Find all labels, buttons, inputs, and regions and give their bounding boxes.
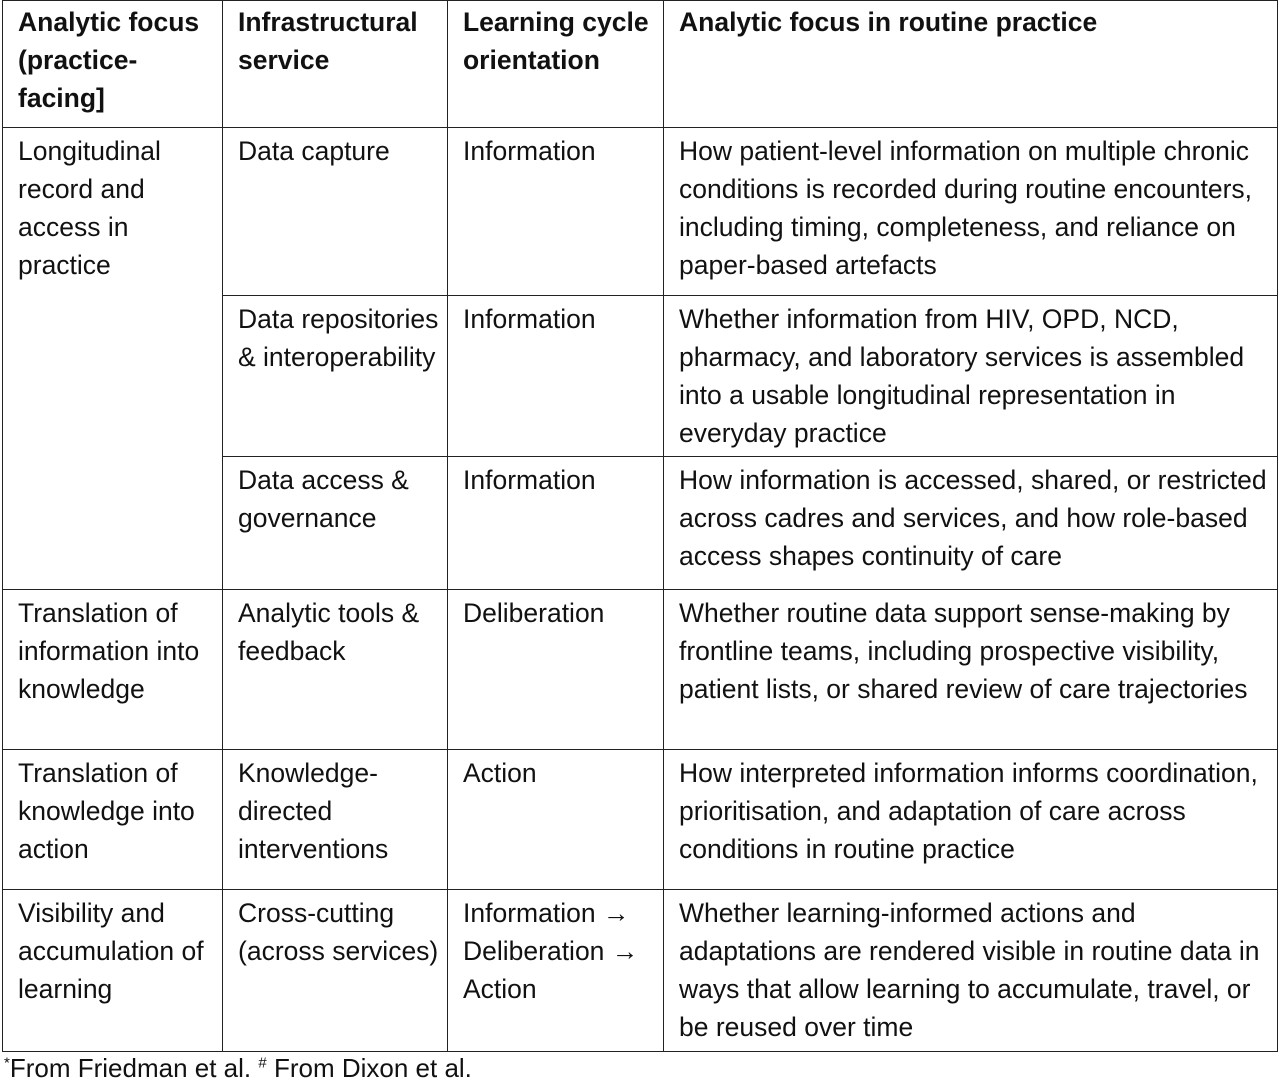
service-cell: Cross-cutting (across services): [223, 890, 448, 1052]
framework-table: [2, 0, 1278, 1052]
orientation-cell: Information: [448, 128, 664, 296]
footnote-source-friedman: From Friedman et al.: [9, 1053, 252, 1083]
header-analytic-focus-routine-practice: Analytic focus in routine practice: [664, 1, 1278, 128]
service-cell: Analytic tools & feedback: [223, 590, 448, 750]
focus-cell: How information is accessed, shared, or restricted across cadres and services, and how role-based access shapes continuity of care: [664, 457, 1278, 590]
header-learning-cycle-orientation: Learning cycle orientation: [448, 1, 664, 128]
service-cell: Knowledge-directed interventions: [223, 750, 448, 890]
focus-cell: How patient-level information on multiple chronic conditions is recorded during routine encounters, including timing, completeness, and reliance on paper-based artefacts: [664, 128, 1278, 296]
table-row: [3, 890, 1278, 1052]
group-cell: Visibility and accumulation of learning: [3, 890, 223, 1052]
footnote-mark-asterisk: *: [4, 1054, 10, 1072]
header-infrastructural-service: Infrastructural service: [223, 1, 448, 128]
orientation-cell: Information: [448, 457, 664, 590]
service-cell: Data repositories & interoperability: [223, 296, 448, 457]
service-cell: Data capture: [223, 128, 448, 296]
group-cell: Translation of information into knowledge: [3, 590, 223, 750]
focus-cell: Whether learning-informed actions and adaptations are rendered visible in routine data in ways that allow learning to accumulate, travel, or be reused over time: [664, 890, 1278, 1052]
orientation-cell: Information → Deliberation → Action: [448, 890, 664, 1052]
orientation-cell: Deliberation: [448, 590, 664, 750]
table-row: [3, 590, 1278, 750]
focus-cell: Whether routine data support sense-making by frontline teams, including prospective visibility, patient lists, or shared review of care trajectories: [664, 590, 1278, 750]
footnote-mark-hash: #: [258, 1054, 267, 1072]
focus-cell: Whether information from HIV, OPD, NCD, pharmacy, and laboratory services is assembled into a usable longitudinal representation in everyday practice: [664, 296, 1278, 457]
service-cell: Data access & governance: [223, 457, 448, 590]
orientation-cell: Action: [448, 750, 664, 890]
footnote-source-dixon: From Dixon et al.: [273, 1053, 472, 1083]
table-footnote: [4, 1052, 472, 1084]
orientation-cell: Information: [448, 296, 664, 457]
table-row: [3, 750, 1278, 890]
table-header-row: [3, 1, 1278, 128]
group-cell: Longitudinal record and access in practice: [3, 128, 223, 590]
group-cell: Translation of knowledge into action: [3, 750, 223, 890]
focus-cell: How interpreted information informs coordination, prioritisation, and adaptation of care across conditions in routine practice: [664, 750, 1278, 890]
header-analytic-focus: Analytic focus (practice-facing]: [3, 1, 223, 128]
table-row: [3, 128, 1278, 296]
